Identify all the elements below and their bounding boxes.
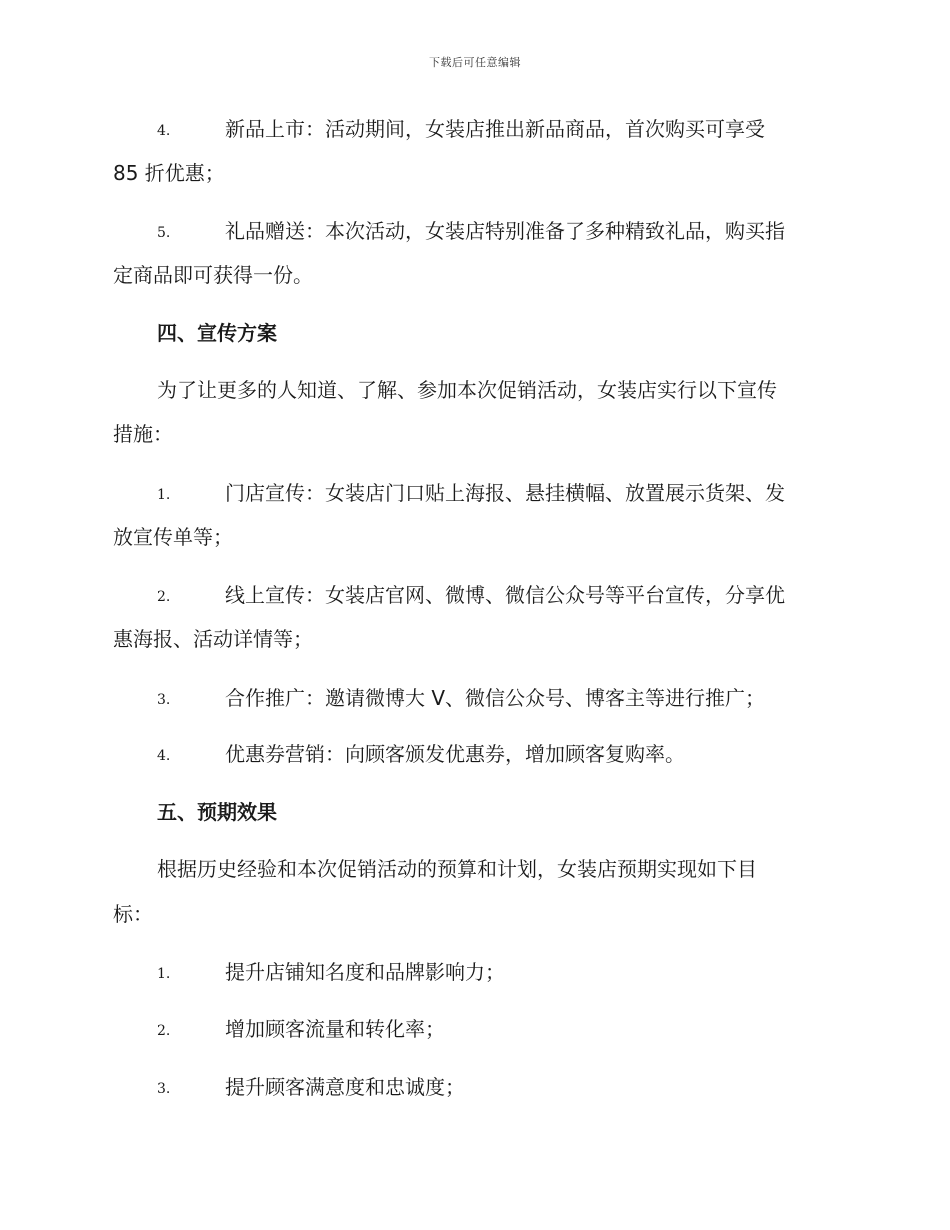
section-heading-promotion: 四、宣传方案 [157, 321, 277, 345]
list-item-cooperation [157, 684, 765, 714]
section-intro-promotion: 为了让更多的人知道、了解、参加本次促销活动，女装店实行以下宣传 [157, 378, 777, 402]
item-text: 提升顾客满意度和忠诚度； [225, 1075, 465, 1099]
list-item-coupon-marketing [157, 740, 685, 770]
list-item-gift [157, 217, 785, 247]
list-item-goal-traffic [157, 1015, 445, 1045]
list-item-online-promotion-continued: 惠海报、活动详情等； [113, 627, 313, 651]
item-number: 3. [157, 692, 171, 708]
item-text: 合作推广：邀请微博大 V、微信公众号、博客主等进行推广； [225, 686, 766, 710]
item-number: 4. [157, 748, 171, 764]
item-number: 2. [157, 1023, 171, 1039]
section-intro-promotion-continued: 措施： [113, 422, 173, 446]
list-item-online-promotion [157, 581, 785, 611]
item-text: 门店宣传：女装店门口贴上海报、悬挂横幅、放置展示货架、发 [225, 481, 785, 505]
section-intro-expected-effect-continued: 标： [113, 902, 153, 926]
item-number: 2. [157, 589, 171, 605]
list-item-store-promotion-continued: 放宣传单等； [113, 525, 233, 549]
item-number: 3. [157, 1081, 171, 1097]
item-text: 增加顾客流量和转化率； [225, 1017, 445, 1041]
section-intro-expected-effect: 根据历史经验和本次促销活动的预算和计划，女装店预期实现如下目 [157, 857, 757, 881]
item-text: 新品上市：活动期间，女装店推出新品商品，首次购买可享受 [225, 117, 765, 141]
list-item-store-promotion [157, 479, 785, 509]
item-text: 优惠券营销：向顾客颁发优惠券，增加顾客复购率。 [225, 742, 685, 766]
item-number: 1. [157, 487, 171, 503]
list-item-gift-continued: 定商品即可获得一份。 [113, 263, 313, 287]
page-header-note: 下载后可任意编辑 [429, 56, 521, 69]
item-text: 线上宣传：女装店官网、微博、微信公众号等平台宣传，分享优 [225, 583, 785, 607]
list-item-goal-awareness [157, 958, 505, 988]
list-item-new-arrival [157, 115, 765, 145]
section-heading-expected-effect: 五、预期效果 [157, 800, 277, 824]
list-item-goal-satisfaction [157, 1073, 465, 1103]
item-number: 1. [157, 966, 171, 982]
list-item-new-arrival-continued: 85 折优惠； [113, 161, 225, 185]
item-number: 4. [157, 123, 171, 139]
item-number: 5. [157, 225, 171, 241]
item-text: 礼品赠送：本次活动，女装店特别准备了多种精致礼品，购买指 [225, 219, 785, 243]
item-text: 提升店铺知名度和品牌影响力； [225, 960, 505, 984]
